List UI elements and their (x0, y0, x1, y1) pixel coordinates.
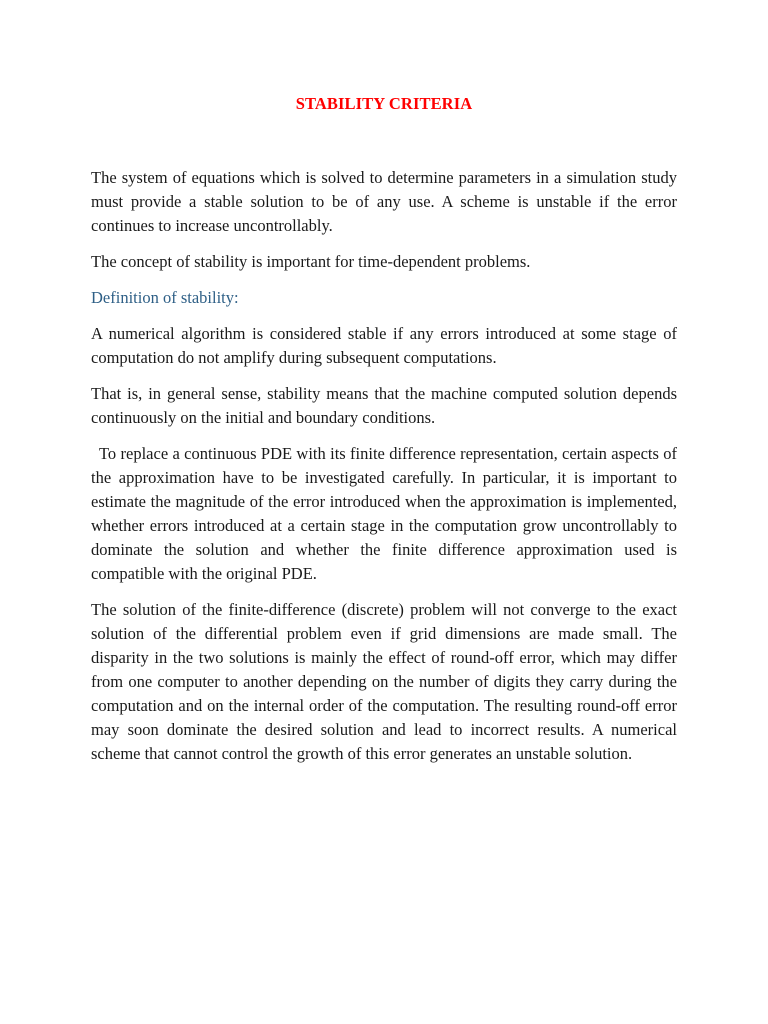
document-title: STABILITY CRITERIA (295, 94, 473, 113)
paragraph-stable-solution: The system of equations which is solved to determine parameters in a simulation study must provide a stable solution to be of any use. A scheme is unstable if the error continues to increase uncontrollably. (91, 168, 677, 235)
paragraph-time-dependent: The concept of stability is important for time-dependent problems. (91, 252, 531, 271)
paragraph-general-sense: That is, in general sense, stability means that the machine computed solution depends continuously on the initial and boundary conditions. (91, 384, 677, 427)
paragraph-finite-difference-representation: To replace a continuous PDE with its finite difference representation, certain aspects of the approximation have to be investigated carefully. In particular, it is important to estimate the magnitude of the error introduced when the approximation is implemented, whether errors introduced at a certain stage in the computation grow uncontrollably to dominate the solution and whether the finite difference approximation used is compatible with the original PDE. (91, 444, 677, 583)
subheading-definition-of-stability: Definition of stability: (91, 288, 239, 307)
paragraph-numerical-algorithm: A numerical algorithm is considered stable if any errors introduced at some stage of computation do not amplify during subsequent computations. (91, 324, 677, 367)
paragraph-round-off-error: The solution of the finite-difference (discrete) problem will not converge to the exact solution of the differential problem even if grid dimensions are made small. The disparity in the two solutions is mainly the effect of round-off error, which may differ from one computer to another depending on the number of digits they carry during the computation and on the internal order of the computation. The resulting round-off error may soon dominate the desired solution and lead to incorrect results. A numerical scheme that cannot control the growth of this error generates an unstable solution. (91, 600, 677, 763)
